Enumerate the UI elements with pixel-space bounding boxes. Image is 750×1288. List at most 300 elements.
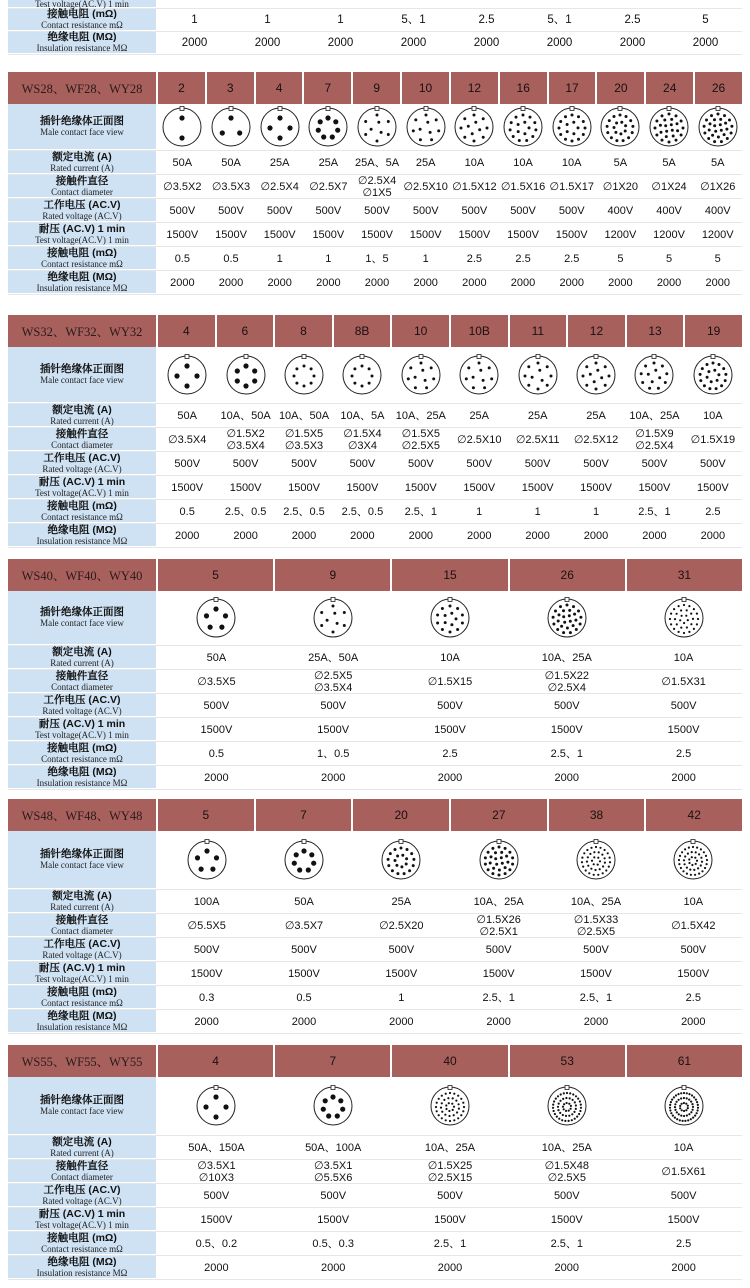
table-cell: 1 — [422, 252, 429, 265]
table-cell: 1500V — [507, 228, 539, 241]
model-series: WS28、WF28、WY28 — [8, 72, 156, 104]
table-cell: 0.5 — [179, 505, 195, 518]
contact-face-icon — [404, 105, 448, 149]
table-cell: 1500V — [667, 1213, 700, 1226]
table-cell: 10A、25A — [541, 651, 592, 664]
table-cell: 2000 — [473, 37, 500, 49]
contact-face-icon — [647, 105, 691, 149]
spec-row-current — [8, 890, 742, 914]
table-cell: 10A、25A — [424, 1141, 476, 1154]
row-label — [8, 500, 156, 523]
table-cell: 2000 — [656, 276, 682, 289]
cell-line: ∅1.5X33 — [573, 913, 619, 926]
cell-line: ∅2.5X20 — [379, 919, 424, 932]
table-cell: 500V — [437, 1189, 463, 1202]
face-view-cell — [499, 104, 548, 150]
table-cell: 2.5、1 — [638, 505, 671, 518]
table-cell: 1500V — [434, 723, 466, 736]
table-cell: 10A、50A — [220, 409, 271, 422]
table-cell — [508, 1160, 625, 1183]
contact-face-icon — [598, 105, 642, 149]
table-cell: 1 — [276, 252, 283, 265]
row-label-en: Contact resistance mΩ — [41, 753, 123, 764]
row-label — [8, 962, 156, 985]
contact-face-icon — [160, 105, 204, 149]
table-cell: 1500V — [404, 481, 437, 494]
row-label-en: Insulation resistance MΩ — [36, 535, 128, 546]
table-cell: 1500V — [667, 723, 700, 736]
row-label-en: Rated voltage (AC.V) — [42, 210, 122, 221]
table-cell: 2000 — [608, 276, 633, 289]
row-label-cn: 额定电流 (A) — [52, 889, 112, 902]
spec-row-insulation — [8, 1256, 742, 1280]
cell-line: ∅3.5X4 — [314, 681, 353, 694]
table-cell — [275, 428, 333, 451]
face-view-cell — [275, 347, 333, 403]
table-cell: 2.5 — [705, 505, 721, 518]
cell-line: ∅3.5X4 — [226, 439, 265, 452]
contact-face-icon — [311, 1084, 355, 1128]
row-label — [8, 742, 156, 765]
table-cell: 100A — [193, 895, 220, 908]
table-cell: 0.5 — [223, 252, 239, 265]
pin-count: 6 — [217, 315, 274, 347]
pin-count: 31 — [627, 559, 742, 591]
table-cell: 2000 — [510, 276, 536, 289]
row-label-cn: 工作电压 (AC.V) — [43, 693, 121, 706]
spec-row-diameter — [8, 428, 742, 452]
table-cell: 500V — [232, 457, 259, 470]
contact-face-icon — [379, 838, 423, 882]
spec-row-resistance — [8, 1232, 742, 1256]
table-cell — [625, 670, 742, 693]
table-cell: 2.5、0.5 — [283, 505, 325, 518]
table-cell — [158, 0, 231, 8]
cell-line: ∅3.5X1 — [197, 1159, 236, 1172]
table-cell: 1 — [592, 505, 600, 518]
row-label-cn: 绝缘电阻 (MΩ) — [47, 1255, 117, 1268]
row-label-cn: 插针绝缘体正面图 — [40, 1094, 124, 1106]
contact-face-icon — [545, 1084, 589, 1128]
row-label — [8, 223, 156, 246]
spec-row-test — [8, 962, 742, 986]
row-label-en: Insulation resistance MΩ — [36, 1021, 128, 1032]
table-cell: 2000 — [194, 1015, 219, 1028]
contact-face-icon — [550, 105, 594, 149]
cell-line: ∅2.5X5 — [401, 439, 440, 452]
table-cell: 5 — [702, 14, 709, 26]
table-cell — [684, 428, 742, 451]
cell-line: ∅3X4 — [347, 439, 377, 452]
contact-face-icon — [516, 353, 560, 397]
contact-face-icon — [194, 596, 238, 640]
face-view-cell — [508, 591, 625, 645]
table-cell: 400V — [704, 204, 731, 217]
contact-face-icon — [452, 105, 496, 149]
table-cell — [693, 175, 742, 198]
pin-count: 38 — [549, 799, 645, 831]
table-cell — [207, 175, 256, 198]
table-cell: 2.5 — [624, 14, 641, 26]
table-cell: 1500V — [580, 481, 612, 494]
table-cell: 0.5 — [208, 747, 225, 760]
table-cell: 25A — [391, 895, 412, 908]
table-cell: 5 — [665, 252, 673, 265]
table-cell: 10A、25A — [570, 895, 622, 908]
cell-line: ∅3.5X5 — [197, 675, 236, 688]
table-cell: 1500V — [361, 228, 393, 241]
table-cell: 10A — [464, 156, 485, 169]
table-cell: 500V — [315, 204, 342, 217]
row-label-en: Contact diameter — [51, 1171, 113, 1182]
row-label — [8, 524, 156, 547]
table-cell: 500V — [203, 699, 230, 712]
table-cell: 500V — [320, 1189, 347, 1202]
spec-row-voltage — [8, 452, 742, 476]
cell-line: ∅1.5X48 — [544, 1159, 590, 1172]
face-view-cell — [158, 831, 255, 889]
row-label — [8, 646, 156, 669]
row-label-cn: 耐压 (AC.V) 1 min — [38, 717, 126, 730]
table-cell — [547, 175, 596, 198]
spec-row-insulation — [8, 271, 742, 295]
table-cell: 500V — [553, 699, 580, 712]
contact-face-icon — [282, 838, 326, 882]
spec-table-ws28 — [8, 72, 742, 295]
row-label-en: Contact diameter — [51, 439, 113, 450]
table-cell: 2000 — [291, 529, 317, 542]
table-cell: 500V — [388, 943, 415, 956]
table-cell: 500V — [700, 457, 726, 470]
pin-count: 7 — [304, 72, 351, 104]
spec-row-resistance — [8, 742, 742, 766]
table-cell — [333, 428, 391, 451]
table-cell: 1500V — [458, 228, 491, 241]
row-label-en: Rated current (A) — [50, 901, 114, 912]
row-label-en: Test voltage(AC.V) 1 min — [35, 729, 129, 740]
contact-face-icon — [662, 596, 706, 640]
cell-line: ∅1.5X9 — [635, 427, 674, 440]
table-cell: 1500V — [696, 481, 729, 494]
pin-count: 26 — [510, 559, 625, 591]
row-label — [8, 9, 156, 31]
table-cell: 1500V — [166, 228, 199, 241]
table-cell: 400V — [656, 204, 682, 217]
table-cell: 50A、150A — [188, 1141, 245, 1154]
cell-line: ∅2.5X4 — [635, 439, 674, 452]
table-cell: 10A、25A — [541, 1141, 592, 1154]
face-view-cell — [450, 831, 547, 889]
table-cell: 10A — [561, 156, 582, 169]
row-label-cn: 插针绝缘体正面图 — [40, 848, 124, 860]
row-label — [8, 1232, 156, 1255]
cell-line: ∅1.5X5 — [284, 427, 324, 440]
section-header — [8, 72, 742, 104]
table-cell: 2000 — [218, 276, 244, 289]
spec-row-current — [8, 151, 742, 175]
face-view-cell — [547, 104, 596, 150]
table-cell — [255, 914, 352, 937]
table-cell — [523, 0, 596, 8]
table-cell: 1 — [264, 14, 271, 26]
table-cell: 25A — [469, 409, 490, 422]
spec-row-voltage — [8, 938, 742, 962]
table-cell: 500V — [680, 943, 707, 956]
table-cell: 25A — [527, 409, 548, 422]
cell-line: ∅2.5X4 — [260, 180, 299, 193]
table-cell: 5A — [710, 156, 725, 169]
row-label — [8, 428, 156, 451]
row-label-cn: 耐压 (AC.V) 1 min — [38, 475, 126, 488]
pin-count: 9 — [353, 72, 400, 104]
model-series: WS32、WF32、WY32 — [8, 315, 156, 347]
cell-line: ∅2.5X12 — [573, 433, 619, 446]
pin-count: 3 — [207, 72, 254, 104]
row-label — [8, 1256, 156, 1279]
spec-row-insulation — [8, 524, 742, 548]
table-cell — [275, 670, 392, 693]
contact-face-icon — [632, 353, 676, 397]
table-row — [8, 9, 742, 32]
cell-line: ∅1.5X5 — [401, 427, 440, 440]
table-cell: 500V — [291, 457, 317, 470]
face-view-cell — [333, 347, 391, 403]
face-view-cell — [255, 104, 304, 150]
face-view-cell — [158, 347, 216, 403]
row-label-en: Insulation resistance MΩ — [36, 1267, 128, 1278]
face-view-cell — [275, 591, 392, 645]
row-label-cn: 额定电流 (A) — [52, 1135, 112, 1148]
table-cell: 1200V — [701, 228, 734, 241]
cell-line: ∅2.5X4 — [547, 681, 586, 694]
table-cell: 2000 — [462, 276, 487, 289]
contact-face-icon — [282, 353, 326, 397]
table-cell: 2000 — [554, 1261, 580, 1274]
table-cell: 10A — [683, 895, 704, 908]
row-label — [8, 591, 156, 645]
face-view-cell — [684, 347, 742, 403]
spec-row-resistance — [8, 247, 742, 271]
pin-count: 7 — [256, 799, 352, 831]
table-cell: 1500V — [385, 967, 418, 980]
row-label — [8, 1010, 156, 1033]
table-cell: 1 — [337, 14, 344, 26]
spec-table-ws55 — [8, 1045, 742, 1280]
cell-line: ∅1.5X16 — [500, 180, 546, 193]
pin-count: 12 — [451, 72, 498, 104]
table-cell: 2.5、0.5 — [224, 505, 267, 518]
spec-row-diameter — [8, 175, 742, 199]
row-label-cn: 接触电阻 (mΩ) — [47, 499, 117, 512]
table-cell: 5 — [617, 252, 624, 265]
row-label-cn: 插针绝缘体正面图 — [40, 115, 124, 127]
table-cell: 2000 — [389, 1015, 414, 1028]
table-cell: 500V — [583, 943, 609, 956]
row-label — [8, 694, 156, 717]
table-cell: 1500V — [580, 967, 612, 980]
spec-row-diameter — [8, 914, 742, 938]
table-cell: 50A — [206, 651, 227, 664]
row-label — [8, 1160, 156, 1183]
pin-count: 10B — [451, 315, 508, 347]
table-cell — [158, 670, 275, 693]
table-cell — [304, 175, 353, 198]
face-view-cell — [508, 347, 566, 403]
spec-row-resistance — [8, 500, 742, 524]
table-cell: 2000 — [671, 771, 696, 784]
table-cell: 500V — [412, 204, 439, 217]
table-cell: 2000 — [525, 529, 550, 542]
table-cell — [377, 0, 450, 8]
table-cell: 2.5、1 — [433, 1237, 467, 1250]
table-cell: 25A、5A — [355, 156, 400, 169]
cell-line: ∅10X3 — [198, 1171, 235, 1184]
row-label — [8, 347, 156, 403]
row-label-en: Contact resistance mΩ — [41, 511, 123, 522]
pin-count: 11 — [510, 315, 567, 347]
row-label-en: Contact diameter — [51, 681, 113, 692]
table-cell: 25A — [318, 156, 339, 169]
spec-row-resistance — [8, 986, 742, 1010]
table-cell — [216, 428, 274, 451]
table-cell: 5、1 — [547, 14, 572, 26]
table-cell: 1500V — [215, 228, 247, 241]
pin-count: 9 — [275, 559, 390, 591]
spec-table-ws40 — [8, 559, 742, 790]
table-cell: 1500V — [263, 228, 296, 241]
table-cell: 2000 — [437, 771, 463, 784]
table-cell — [625, 428, 683, 451]
spec-row-insulation — [8, 766, 742, 790]
pin-count: 2 — [158, 72, 205, 104]
table-cell: 2000 — [170, 276, 195, 289]
row-label — [8, 199, 156, 222]
row-label — [8, 1136, 156, 1159]
table-cell: 1500V — [677, 967, 710, 980]
row-label-en: Rated current (A) — [50, 162, 114, 173]
row-label-cn: 耐压 (AC.V) 1 min — [38, 222, 126, 235]
table-cell: 500V — [485, 943, 512, 956]
table-cell: 1200V — [604, 228, 637, 241]
table-cell: 2.5、1 — [579, 991, 613, 1004]
contact-face-icon — [194, 1084, 238, 1128]
model-series: WS40、WF40、WY40 — [8, 559, 156, 591]
table-cell: 2.5、1 — [550, 747, 583, 760]
row-label-en: Insulation resistance MΩ — [36, 777, 128, 788]
table-cell: 2000 — [174, 529, 200, 542]
pin-count: 19 — [685, 315, 742, 347]
row-label — [8, 452, 156, 475]
cell-line: ∅1.5X17 — [549, 180, 594, 193]
row-label-cn: 接触电阻 (mΩ) — [47, 246, 117, 259]
row-label-cn: 耐压 (AC.V) 1 min — [38, 1207, 126, 1220]
contact-face-icon — [457, 353, 501, 397]
face-view-cell — [275, 1077, 392, 1135]
table-cell: 500V — [670, 1189, 697, 1202]
cell-line: ∅2.5X5 — [576, 925, 616, 938]
table-cell: 500V — [641, 457, 668, 470]
spec-row-voltage — [8, 694, 742, 718]
row-label — [8, 0, 156, 8]
table-cell: 25A — [586, 409, 606, 422]
cell-line: ∅2.5X7 — [309, 180, 348, 193]
cell-line: ∅3.5X4 — [168, 433, 207, 446]
table-cell: 2000 — [466, 529, 492, 542]
contact-face-icon — [185, 838, 229, 882]
face-view-row — [8, 104, 742, 151]
row-label-cn: 接触电阻 (mΩ) — [47, 1231, 117, 1244]
table-cell: 5A — [613, 156, 628, 169]
row-label-cn: 接触件直径 — [55, 1159, 109, 1172]
face-view-cell — [508, 1077, 625, 1135]
table-cell: 2000 — [400, 37, 427, 49]
row-label — [8, 32, 156, 54]
table-cell: 0.5 — [174, 252, 190, 265]
table-cell — [450, 0, 523, 8]
face-view-row — [8, 831, 742, 890]
table-cell — [450, 914, 547, 937]
table-cell: 1 — [534, 505, 541, 518]
table-cell: 10A、50A — [278, 409, 330, 422]
table-cell: 500V — [218, 204, 244, 217]
spec-row-voltage — [8, 199, 742, 223]
table-cell: 10A、25A — [395, 409, 446, 422]
table-cell: 2000 — [320, 771, 346, 784]
section-header — [8, 799, 742, 831]
face-view-row — [8, 591, 742, 646]
row-label-cn: 接触电阻 (mΩ) — [47, 8, 117, 20]
table-cell: 500V — [510, 204, 536, 217]
table-cell: 2.5 — [685, 991, 701, 1004]
table-cell: 2.5 — [478, 14, 495, 26]
table-cell: 500V — [169, 204, 196, 217]
table-cell: 1 — [398, 991, 405, 1004]
face-view-cell — [547, 831, 644, 889]
row-label-en: Contact resistance mΩ — [41, 258, 123, 269]
pin-count: 40 — [392, 1045, 507, 1077]
table-cell: 500V — [437, 699, 463, 712]
table-cell: 2000 — [350, 529, 375, 542]
table-cell — [304, 0, 377, 8]
table-cell: 10A、25A — [473, 895, 524, 908]
contact-face-icon — [501, 105, 545, 149]
table-cell — [508, 670, 625, 693]
face-view-cell — [392, 1077, 509, 1135]
table-cell — [158, 1160, 275, 1183]
spec-row-insulation — [8, 1010, 742, 1034]
table-cell: 500V — [558, 204, 585, 217]
table-cell: 500V — [407, 457, 434, 470]
row-label-cn: 接触电阻 (mΩ) — [47, 741, 117, 754]
face-view-cell — [158, 1077, 275, 1135]
table-cell: 2.5 — [564, 252, 580, 265]
contact-face-icon — [311, 596, 355, 640]
row-label-en: Rated current (A) — [50, 415, 114, 426]
table-cell: 2.5 — [515, 252, 531, 265]
table-cell: 2000 — [204, 771, 229, 784]
pin-count: 4 — [158, 1045, 273, 1077]
model-series: WS55、WF55、WY55 — [8, 1045, 156, 1077]
table-cell — [499, 175, 548, 198]
pin-count: 15 — [392, 559, 507, 591]
table-cell: 50A — [177, 409, 197, 422]
pin-count: 26 — [695, 72, 742, 104]
cell-line: ∅1X20 — [602, 180, 639, 193]
table-cell: 500V — [193, 943, 220, 956]
row-label-cn: 工作电压 (AC.V) — [43, 198, 121, 211]
table-cell: 400V — [607, 204, 634, 217]
table-cell — [392, 1160, 509, 1183]
